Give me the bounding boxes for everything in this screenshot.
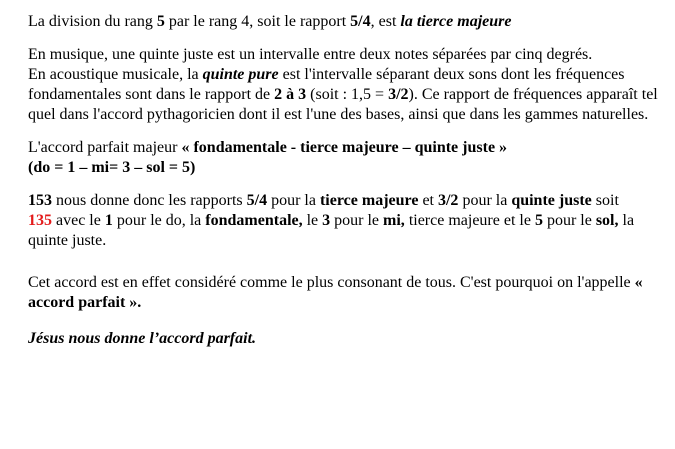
paragraph-quinte-juste bbox=[28, 45, 658, 125]
closing-line bbox=[28, 329, 658, 349]
text-span: le bbox=[302, 212, 323, 229]
text-span: pour le bbox=[330, 212, 384, 229]
text-span: par le rang 4, soit le rapport bbox=[164, 13, 351, 30]
bold-span: tierce majeure bbox=[319, 192, 419, 209]
bold-span: quinte juste bbox=[511, 192, 592, 209]
text-span: et bbox=[418, 192, 438, 209]
bold-span: 5 bbox=[534, 212, 543, 229]
bold-span: « fondamentale - tierce majeure – quinte juste » bbox=[181, 139, 508, 156]
text-span: pour le bbox=[542, 212, 596, 229]
text-span: soit bbox=[591, 192, 619, 209]
bold-italic-span: Jésus nous donne l’accord parfait. bbox=[28, 330, 257, 347]
bold-span: mi, bbox=[383, 212, 405, 229]
bold-span: 1 bbox=[104, 212, 113, 229]
paragraph-consonant bbox=[28, 273, 658, 313]
bold-span: 2 à 3 bbox=[274, 86, 307, 103]
paragraph-tierce-majeure bbox=[28, 12, 658, 32]
text-span: est l'intervalle séparant deux sons dont les fréquences fondamentales sont dans le rapport de bbox=[28, 66, 625, 103]
bold-span: sol, bbox=[595, 212, 619, 229]
text-span: la quinte juste. bbox=[28, 212, 635, 249]
bold-italic-span: la tierce majeure bbox=[400, 13, 512, 30]
bold-span: 5 bbox=[156, 13, 165, 30]
bold-span: « accord parfait ». bbox=[28, 274, 643, 311]
text-span: , est bbox=[370, 13, 401, 30]
text-span: En musique, une quinte juste est un intervalle entre deux notes séparées par cinq degrés. bbox=[28, 46, 593, 63]
bold-span: 3/2 bbox=[388, 86, 409, 103]
text-span: avec le bbox=[52, 212, 105, 229]
text-span: pour la bbox=[458, 192, 512, 209]
red-number: 135 bbox=[28, 212, 52, 229]
bold-italic-span: quinte pure bbox=[202, 66, 279, 83]
text-span: Cet accord est en effet considéré comme le plus consonant de tous. C'est pourquoi on l'appelle bbox=[28, 274, 635, 291]
text-span: En acoustique musicale, la bbox=[28, 66, 203, 83]
bold-span: 3 bbox=[322, 212, 331, 229]
text-span: L'accord parfait majeur bbox=[28, 139, 182, 156]
text-span: nous donne donc les rapports bbox=[52, 192, 247, 209]
text-span: tierce majeure et le bbox=[404, 212, 535, 229]
bold-span: 3/2 bbox=[437, 192, 459, 209]
text-span: pour la bbox=[267, 192, 320, 209]
document-page bbox=[28, 12, 658, 349]
bold-span: fondamentale, bbox=[205, 212, 303, 229]
bold-span: (do = 1 – mi= 3 – sol = 5) bbox=[28, 159, 196, 176]
bold-span: 5/4 bbox=[350, 13, 371, 30]
paragraph-accord-parfait-majeur bbox=[28, 138, 658, 178]
paragraph-153-rapports bbox=[28, 191, 658, 251]
text-span: ). Ce rapport de fréquences apparaît tel quel dans l'accord pythagoricien dont il est l'une des bases, ainsi que dans les gammes naturelles. bbox=[28, 86, 658, 123]
text-span: (soit : 1,5 = bbox=[306, 86, 389, 103]
text-span: La division du rang bbox=[28, 13, 157, 30]
bold-span: 153 bbox=[28, 192, 52, 209]
bold-span: 5/4 bbox=[246, 192, 268, 209]
text-span: pour le do, la bbox=[112, 212, 206, 229]
